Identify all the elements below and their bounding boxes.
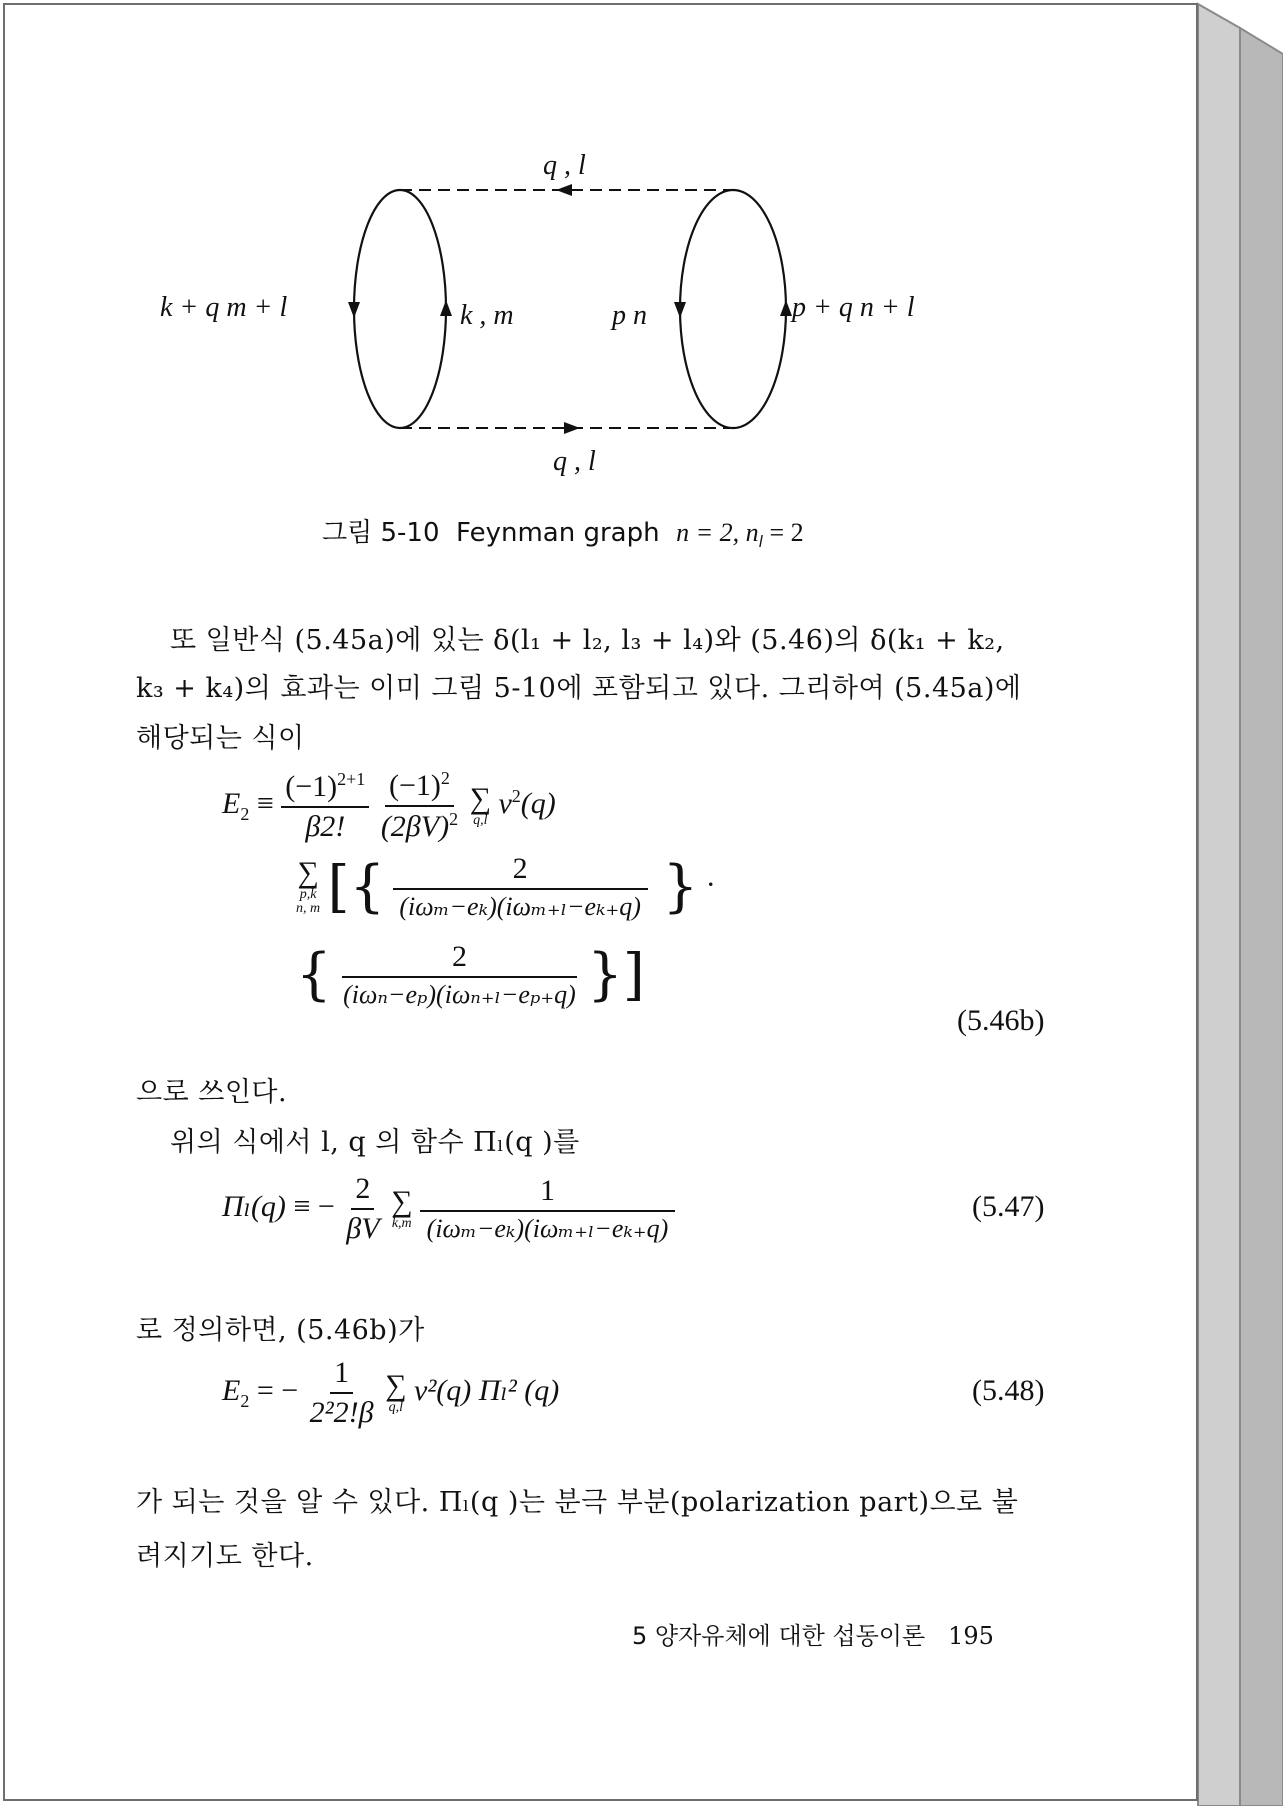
- eq546b-sum1: ∑ q,l: [469, 782, 491, 828]
- eq546b-sum2-limits-b: n, m: [296, 901, 321, 916]
- eq547-minus: −: [317, 1189, 335, 1223]
- footer-chapter: 5 양자유체에 대한 섭동이론: [632, 1622, 926, 1650]
- text-intro-547: 위의 식에서 l, q 의 함수 Πₗ(q )를: [170, 1127, 580, 1158]
- eq548-sum: ∑ q,l: [385, 1369, 407, 1415]
- eq547-frac2-den: (iωₘ−eₖ)(iωₘ₊ₗ−eₖ₊q): [426, 1214, 669, 1243]
- eq546b-frac2: [377, 768, 462, 844]
- eq547-number: (5.47): [972, 1190, 1045, 1223]
- eq548: [222, 1356, 559, 1430]
- right-loop: [680, 190, 786, 428]
- eq546b-v: v: [498, 786, 512, 820]
- right-loop-arrow-right: [780, 300, 792, 316]
- eq547-lhs: Πₗ(q): [222, 1189, 286, 1223]
- eq547-frac1-den: βV: [346, 1212, 380, 1245]
- eq546b-v-arg: (q): [520, 786, 556, 820]
- label-left-inner: k , m: [460, 300, 514, 331]
- eq547-equiv: ≡: [293, 1189, 311, 1223]
- eq546b-sum1-limits: q,l: [473, 813, 488, 828]
- eq546b-frac-b-den: (iωₙ−eₚ)(iωₙ₊ₗ−eₚ₊q): [343, 980, 576, 1009]
- label-right-inner: p n: [612, 300, 647, 331]
- eq548-number: (5.48): [972, 1374, 1045, 1407]
- eq546b-frac1-num: (−1): [285, 769, 338, 803]
- caption-math-sub: l: [758, 533, 763, 552]
- eq546b-v-sup: 2: [511, 785, 521, 806]
- eq548-sum-limits: q,l: [388, 1400, 403, 1415]
- eq546b-frac2-num-sup: 2: [440, 768, 450, 788]
- label-top-momentum: q , l: [543, 150, 586, 181]
- eq546b-frac-b-num: 2: [342, 940, 577, 978]
- eq546b-frac2-den: (2βV): [380, 810, 450, 843]
- eq547-frac2-num: 1: [420, 1174, 675, 1212]
- eq546b-number: (5.46b): [957, 1004, 1045, 1037]
- eq546b-line2: ∑ p,k n, m [{ $\frac{2}{\text{(iωₘ−eₖ)(iωₘ₊ₗ−eₖ₊q)}}$ } ·: [296, 852, 716, 921]
- eq548-minus: −: [281, 1373, 299, 1407]
- eq548-frac-num: 1: [330, 1356, 353, 1394]
- eq548-lhs-sub: 2: [240, 1390, 250, 1411]
- eq548-eq: =: [256, 1373, 274, 1407]
- label-left-outer: k + q m + l: [160, 292, 288, 323]
- label-bottom-momentum: q , l: [553, 446, 596, 477]
- eq547-frac2: [420, 1174, 675, 1244]
- eq547: [222, 1172, 675, 1246]
- left-loop-arrow-left: [348, 302, 360, 318]
- caption-text: Feynman graph: [456, 518, 660, 548]
- eq547-frac1: [342, 1172, 383, 1246]
- eq546b-frac-b: [339, 940, 580, 1010]
- running-footer: [632, 1616, 994, 1651]
- bottom-arrow: [564, 422, 580, 434]
- eq547-frac1-num: 2: [351, 1172, 374, 1210]
- eq546b-frac-a-den: (iωₘ−eₖ)(iωₘ₊ₗ−eₖ₊q): [399, 892, 641, 921]
- eq546b-frac1-num-sup: 2+1: [337, 768, 366, 789]
- page-number: 195: [948, 1622, 994, 1650]
- caption-prefix: 그림 5-10: [322, 518, 440, 548]
- eq546b-lhs: E: [222, 786, 241, 820]
- eq546b-equiv: ≡: [256, 786, 274, 820]
- top-arrow: [556, 184, 572, 196]
- caption-math: n = 2, n: [676, 518, 759, 547]
- eq548-lhs: E: [222, 1373, 241, 1407]
- eq546b-frac2-num: (−1): [388, 769, 441, 802]
- left-loop-arrow-right: [440, 300, 452, 316]
- label-right-outer: p + q n + l: [792, 292, 915, 323]
- eq546b-sum2-limits-a: p,k: [299, 887, 317, 902]
- eq546b-sum2: ∑ p,k n, m: [296, 856, 321, 916]
- paragraph1-line2: k₃ + k₄)의 효과는 이미 그림 5-10에 포함되고 있다. 그리하여 (5.45a)에: [136, 673, 1022, 704]
- paragraph-final-line1: 가 되는 것을 알 수 있다. Πₗ(q )는 분극 부분(polarization part)으로 불: [136, 1487, 1019, 1518]
- left-loop: [354, 190, 446, 428]
- eq546b-frac1: [281, 769, 369, 844]
- eq546b-line1: [222, 768, 556, 844]
- eq546b-frac2-den-sup: 2: [449, 809, 459, 829]
- text-intro-548: 로 정의하면, (5.46b)가: [136, 1315, 425, 1346]
- eq548-frac-den: 2²2!β: [309, 1396, 374, 1429]
- paragraph1-line1: 또 일반식 (5.45a)에 있는 δ(l₁ + l₂, l₃ + l₄)와 (5.46)의 δ(k₁ + k₂,: [170, 625, 1005, 656]
- eq547-sum: ∑ k,m: [391, 1185, 413, 1231]
- eq546b-line3: { $\frac{2}{\text{(iωₙ−eₚ)(iωₙ₊ₗ−eₚ₊q)}}$ }]: [296, 940, 645, 1009]
- eq546b-frac-a: [393, 852, 648, 922]
- eq546b-frac1-den: β2!: [305, 809, 346, 843]
- figure-caption: [322, 512, 804, 551]
- text-after-546b: 으로 쓰인다.: [136, 1077, 288, 1108]
- right-loop-arrow-left: [674, 302, 686, 318]
- eq546b-lhs-sub: 2: [240, 803, 250, 824]
- eq548-rhs: v²(q) Πₗ² (q): [414, 1373, 560, 1407]
- eq547-sum-limits: k,m: [391, 1216, 412, 1231]
- feynman-diagram: [0, 0, 1283, 520]
- paragraph-final-line2: 려지기도 한다.: [136, 1541, 314, 1572]
- eq546b-frac-a-num: 2: [393, 852, 648, 890]
- eq548-frac: [306, 1356, 378, 1430]
- caption-math-end: = 2: [762, 518, 804, 547]
- paragraph1-line3: 해당되는 식이: [136, 723, 305, 754]
